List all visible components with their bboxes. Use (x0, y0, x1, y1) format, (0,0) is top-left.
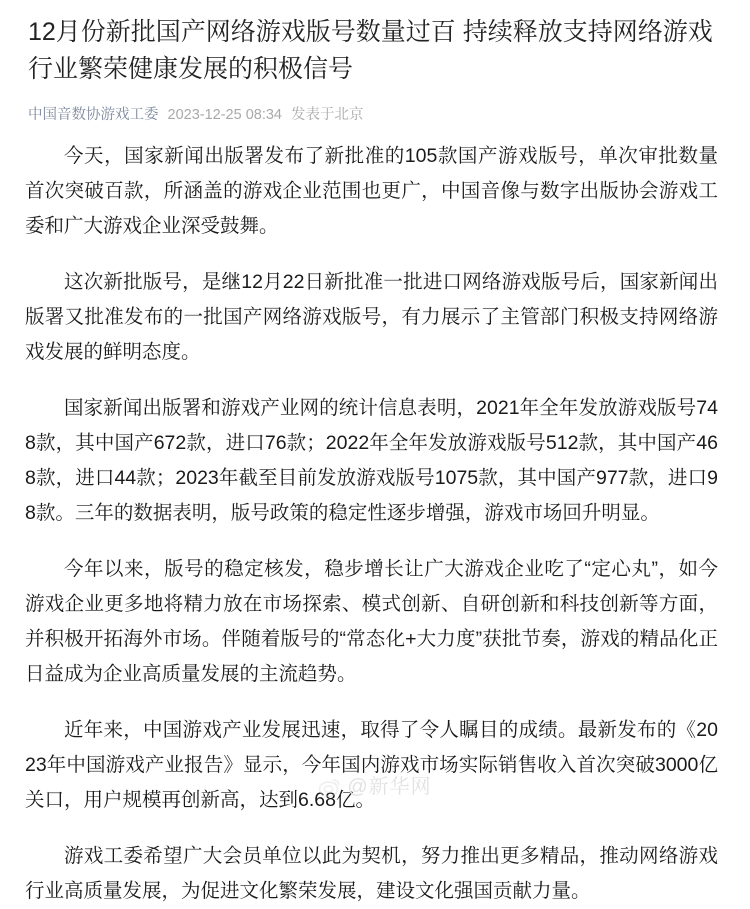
article-paragraph: 国家新闻出版署和游戏产业网的统计信息表明，2021年全年发放游戏版号748款，其中国产672款，进口76款；2022年全年发放游戏版号512款，其中国产468款，进口44款；2023年截至目前发放游戏版号1075款，其中国产977款，进口98款。三年的数据表明，版号政策的稳定性逐步增强，游戏市场回升明显。 (25, 397, 718, 524)
article-paragraph: 近年来，中国游戏产业发展迅速，取得了令人瞩目的成绩。最新发布的《2023年中国游戏产业报告》显示，今年国内游戏市场实际销售收入首次突破3000亿关口，用户规模再创新高，达到6.68亿。 (25, 719, 718, 811)
byline-location: 发表于北京 (291, 107, 364, 123)
article-paragraph: 今年以来，版号的稳定核发，稳步增长让广大游戏企业吃了“定心丸”，如今游戏企业更多地将精力放在市场探索、模式创新、自研创新和科技创新等方面，并积极开拓海外市场。伴随着版号的“常态化+大力度”获批节奏，游戏的精品化正日益成为企业高质量发展的主流趋势。 (25, 558, 718, 685)
byline-timestamp: 2023-12-25 08:34 (167, 107, 282, 123)
page-title: 12月份新批国产网络游戏版号数量过百 持续释放支持网络游戏行业繁荣健康发展的积极信号 (28, 18, 713, 83)
article-body (0, 139, 750, 909)
article-header (0, 0, 750, 125)
watermark-text: @新华网 (347, 776, 432, 798)
byline (28, 105, 718, 125)
article-paragraph: 游戏工委希望广大会员单位以此为契机，努力推出更多精品，推动网络游戏行业高质量发展，为促进文化繁荣发展，建设文化强国贡献力量。 (25, 845, 718, 902)
article-paragraph: 这次新批版号，是继12月22日新批准一批进口网络游戏版号后，国家新闻出版署又批准发布的一批国产网络游戏版号，有力展示了主管部门积极支持网络游戏发展的鲜明态度。 (25, 271, 718, 363)
byline-source[interactable]: 中国音数协游戏工委 (28, 107, 159, 123)
article-paragraph: 今天，国家新闻出版署发布了新批准的105款国产游戏版号，单次审批数量首次突破百款，所涵盖的游戏企业范围也更广，中国音像与数字出版协会游戏工委和广大游戏企业深受鼓舞。 (25, 145, 718, 237)
